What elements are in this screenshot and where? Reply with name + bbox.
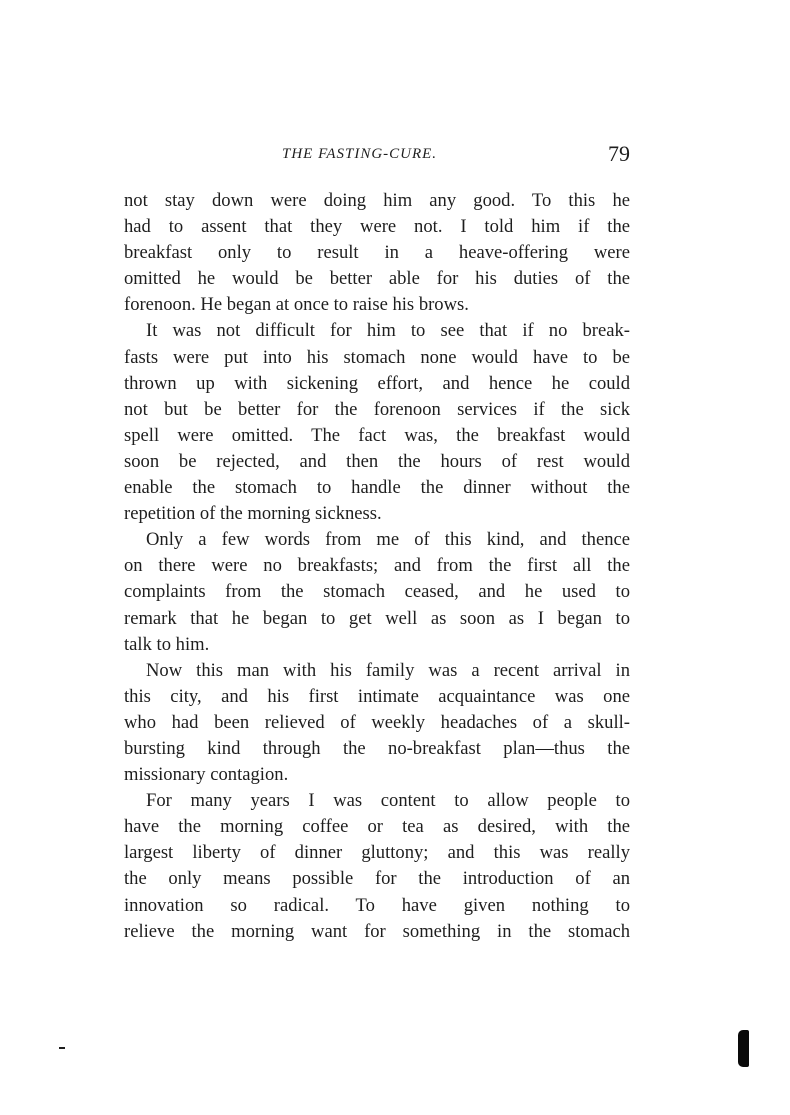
text-line: enable the stomach to handle the dinner without the: [124, 477, 630, 499]
text-line: not but be better for the forenoon services if the sick: [124, 398, 630, 420]
running-title: THE FASTING-CURE.: [282, 146, 438, 162]
text-line: remark that he began to get well as soon as I began to: [124, 607, 630, 629]
text-line: innovation so radical. To have given nothing to: [124, 894, 630, 916]
running-head: [124, 143, 630, 173]
text-line: had to assent that they were not. I told him if the: [124, 216, 630, 238]
text-line: spell were omitted. The fact was, the breakfast would: [124, 424, 630, 446]
scan-mark-left: [59, 1047, 65, 1049]
paragraph-start-line: Now this man with his family was a recent arrival in: [146, 659, 630, 681]
text-line: relieve the morning want for something in the stomach: [124, 920, 630, 942]
text-line: forenoon. He began at once to raise his brows.: [124, 294, 469, 316]
paragraph-start-line: For many years I was content to allow people to: [146, 790, 630, 812]
paragraph-start-line: Only a few words from me of this kind, and thence: [146, 529, 630, 551]
text-line: largest liberty of dinner gluttony; and this was really: [124, 842, 630, 864]
text-line: soon be rejected, and then the hours of rest would: [124, 450, 630, 472]
text-line: the only means possible for the introduction of an: [124, 868, 630, 890]
text-line: missionary contagion.: [124, 764, 289, 786]
text-line: who had been relieved of weekly headaches of a skull-: [124, 711, 630, 733]
scan-mark-right: [738, 1030, 749, 1067]
text-line: this city, and his first intimate acquaintance was one: [124, 685, 630, 707]
body-text: [124, 188, 630, 945]
paragraph-start-line: It was not difficult for him to see that if no break-: [146, 320, 630, 342]
text-line: omitted he would be better able for his duties of the: [124, 268, 630, 290]
text-line: fasts were put into his stomach none would have to be: [124, 346, 630, 368]
text-line: have the morning coffee or tea as desired, with the: [124, 816, 630, 838]
text-line: on there were no breakfasts; and from the first all the: [124, 555, 630, 577]
text-line: thrown up with sickening effort, and hence he could: [124, 372, 630, 394]
text-line: repetition of the morning sickness.: [124, 503, 382, 525]
text-line: not stay down were doing him any good. To this he: [124, 190, 630, 211]
text-line: complaints from the stomach ceased, and he used to: [124, 581, 630, 603]
text-line: bursting kind through the no-breakfast plan—thus the: [124, 737, 630, 759]
text-line: talk to him.: [124, 633, 210, 655]
text-line: breakfast only to result in a heave-offering were: [124, 242, 630, 264]
page-number: 79: [608, 141, 630, 166]
